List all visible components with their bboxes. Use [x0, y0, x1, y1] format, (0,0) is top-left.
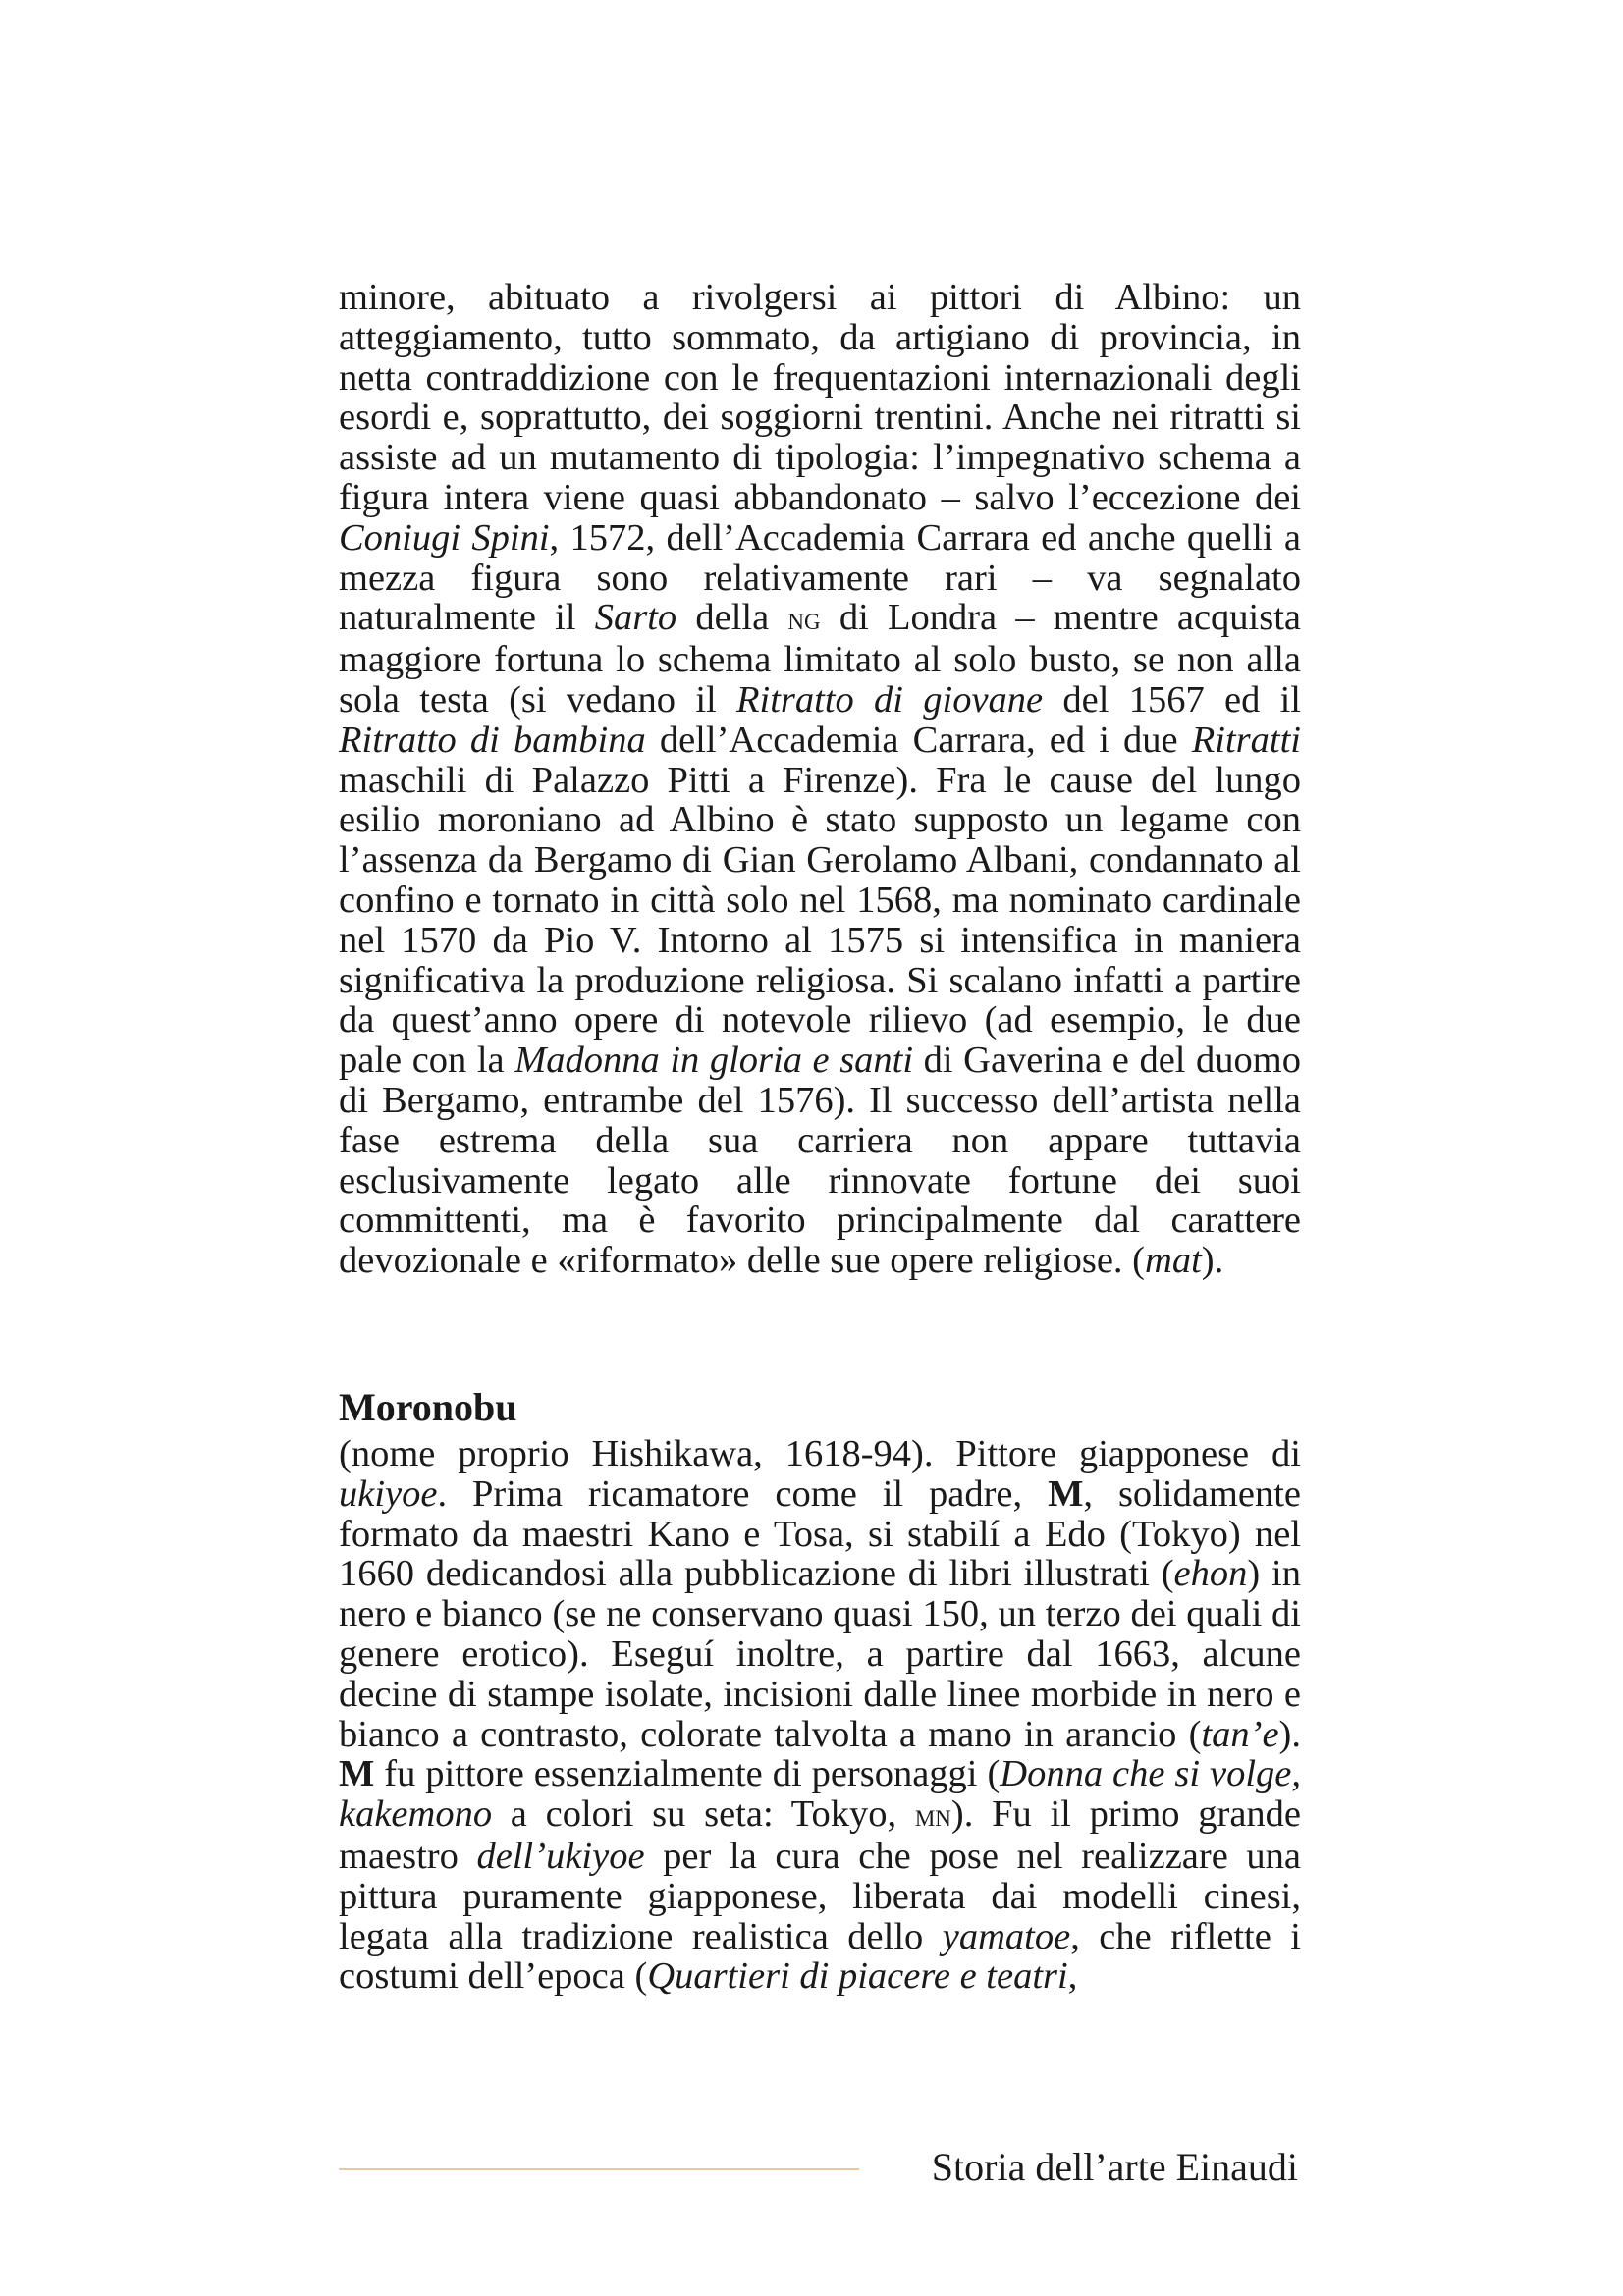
text-run: ). Fu il primo grande maestro [339, 1793, 1301, 1877]
paragraph-text [339, 278, 1301, 1281]
small-caps-run: ng [787, 601, 821, 638]
italic-run: mat [1145, 1240, 1202, 1282]
entry-body-text [339, 1434, 1301, 1997]
italic-run: Ritratto di giovane [736, 678, 1044, 721]
text-run: , che riflette i costumi dell’epoca ( [339, 1915, 1301, 1998]
italic-run: Donna che si volge, kakemono [339, 1753, 1301, 1836]
text-run: di Gaverina e del duomo di Bergamo, entrambe del 1576). Il successo dell’artista nella fase estrema della sua carriera non appare tuttavia esclusivamente legato alle rinnovate fortune dei suoi committenti, ma è favorito principalmente dal carattere devozionale e «riformato» delle sue opere religiose. ( [339, 1040, 1302, 1282]
text-run: maschili di Palazzo Pitti a Firenze). Fra le cause del lungo esilio moroniano ad Albino è stato supposto un legame con l’assenza da Bergamo di Gian Gerolamo Albani, condannato al confino e tornato in città solo nel 1568, ma nominato cardinale nel 1570 da Pio V. Intorno al 1575 si intensifica in maniera significativa la produzione religiosa. Si scalano infatti a partire da quest’anno opere di notevole rilievo (ad esempio, le due pale con la [339, 759, 1301, 1082]
text-run: dell’Accademia Carrara, ed i due [645, 719, 1192, 761]
entry-body [339, 1434, 1301, 1997]
bold-run: M [1048, 1472, 1084, 1515]
italic-run: tan’e [1201, 1713, 1279, 1755]
text-run: a colori su seta: Tokyo, [492, 1793, 915, 1836]
paragraph-continued [339, 278, 1301, 1281]
text-run: ) in nero e bianco (se ne conservano quasi 150, un terzo dei quali di genere erotico). Eseguí inoltre, a partire dal 1663, alcune decine di stampe isolate, incisioni dalle linee morbide in nero e bianco a contrasto, colorate talvolta a mano in arancio ( [339, 1553, 1301, 1755]
text-run: della [676, 597, 788, 639]
italic-run: Coniugi Spini [339, 516, 550, 559]
bold-run: M [339, 1753, 375, 1795]
text-run: , 1572, dell’Accademia Carrara ed anche quelli a mezza figura sono relativamente rari – va segnalato naturalmente il [339, 516, 1302, 639]
text-run: . Prima ricamatore come il padre, [437, 1472, 1049, 1515]
entry-heading: Moronobu [339, 1385, 517, 1429]
italic-run: ukiyoe [339, 1472, 438, 1515]
text-run: ). [1201, 1240, 1224, 1282]
small-caps-run: mn [914, 1797, 951, 1835]
text-run: di Londra – mentre acquista maggiore fortuna lo schema limitato al solo busto, se non alla sola testa (si vedano il [339, 597, 1302, 721]
italic-run: yamatoe [942, 1915, 1071, 1957]
text-run: (nome proprio Hishikawa, 1618-94). Pittore giapponese di [339, 1433, 1301, 1474]
italic-run: Ritratti [1191, 719, 1301, 761]
text-run: minore, abituato a rivolgersi ai pittori di Albino: un atteggiamento, tutto sommato, da artigiano di provincia, in netta contraddizione con le frequentazioni internazionali degli esordi e, soprattutto, dei soggiorni trentini. Anche nei ritratti si assiste ad un mutamento di tipologia: l’impegnativo schema a figura intera viene quasi abbandonato – salvo l’eccezione dei [339, 277, 1301, 518]
footer-rule [339, 2168, 859, 2170]
text-run: del 1567 ed il [1043, 678, 1302, 721]
text-run: , solidamente formato da maestri Kano e Tosa, si stabilí a Edo (Tokyo) nel 1660 dedicandosi alla pubblicazione di libri illustrati ( [339, 1472, 1301, 1595]
text-run: fu pittore essenzialmente di personaggi ( [374, 1753, 1001, 1795]
italic-run: dell’ukiyoe [476, 1835, 645, 1877]
italic-run: Ritratto di bambina [339, 719, 646, 761]
italic-run: Sarto [594, 597, 677, 639]
text-run: ). [1278, 1713, 1301, 1755]
italic-run: ehon [1173, 1553, 1248, 1595]
text-run: per la cura che pose nel realizzare una pittura puramente giapponese, liberata dai modelli cinesi, legata alla tradizione realistica dello [339, 1835, 1302, 1957]
text-run: , [1067, 1955, 1078, 1998]
italic-run: Quartieri di piacere e teatri [647, 1955, 1068, 1998]
italic-run: Madonna in gloria e santi [514, 1040, 914, 1082]
footer-title: Storia dell’arte Einaudi [931, 2145, 1298, 2189]
